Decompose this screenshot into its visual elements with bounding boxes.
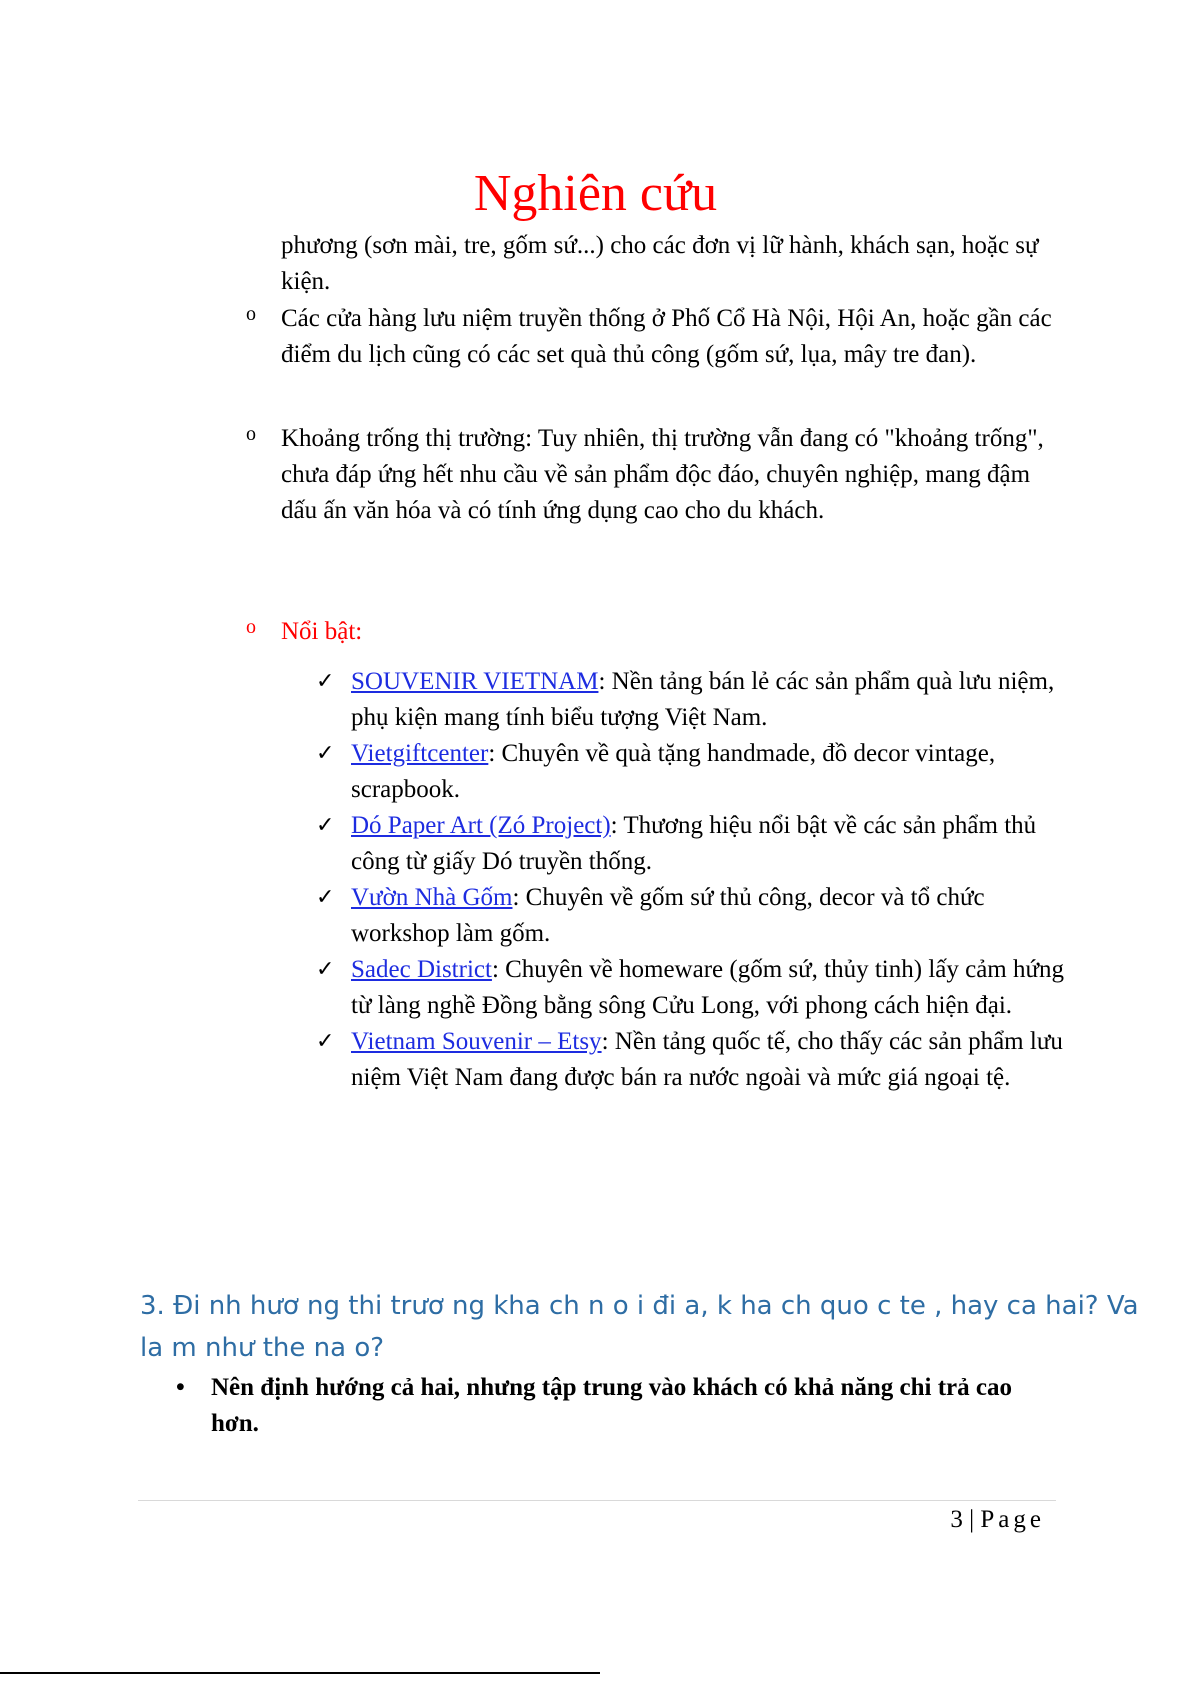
checkmark-icon: ✓ — [316, 885, 335, 910]
next-page-rule — [0, 1672, 600, 1674]
link-vuon-nha-gom[interactable]: Vườn Nhà Gốm — [351, 884, 513, 911]
list-item — [316, 1024, 1076, 1096]
footer-divider — [138, 1500, 1056, 1501]
link-souvenir-vietnam[interactable]: SOUVENIR VIETNAM — [351, 668, 599, 695]
checkmark-icon: ✓ — [316, 1029, 335, 1054]
circle-bullet-icon: o — [246, 303, 256, 325]
circle-bullet-icon: o — [246, 423, 256, 445]
list-item — [316, 880, 1076, 952]
link-do-paper-art[interactable]: Dó Paper Art (Zó Project) — [351, 812, 611, 839]
list-item-desc: : Chuyên về gốm sứ thủ công, decor và tổ chức workshop làm gốm. — [351, 884, 985, 947]
continuation-paragraph: phương (sơn mài, tre, gốm sứ...) cho các đơn vị lữ hành, khách sạn, hoặc sự kiện. — [281, 232, 1039, 295]
list-item-desc: : Thương hiệu nổi bật về các sản phẩm thủ công từ giấy Dó truyền thống. — [351, 812, 1037, 875]
list-item-desc: : Nền tảng bán lẻ các sản phẩm quà lưu niệm, phụ kiện mang tính biểu tượng Việt Nam. — [351, 668, 1055, 731]
page-number: 3 — [950, 1506, 963, 1533]
list-item — [316, 736, 1076, 808]
list-item — [316, 808, 1076, 880]
list-item-desc: : Nền tảng quốc tế, cho thấy các sản phẩm lưu niệm Việt Nam đang được bán ra nước ngoài và mức giá ngoại tệ. — [351, 1028, 1063, 1091]
sub-item-text: Các cửa hàng lưu niệm truyền thống ở Phố Cổ Hà Nội, Hội An, hoặc gần các điểm du lịch cũng có các set quà thủ công (gốm sứ, lụa, mây tre đan). — [281, 305, 1052, 368]
checkmark-icon: ✓ — [316, 741, 335, 766]
checkmark-icon: ✓ — [316, 669, 335, 694]
page-separator: | — [962, 1506, 981, 1533]
page-title: Nghiên cứu — [473, 165, 718, 222]
next-page-edge — [0, 1672, 1191, 1685]
section-heading-3: 3. Đi nh hươ ng thi trươ ng kha ch n o i đi a, k ha ch quo c te , hay ca hai? Va la m như the na o? — [140, 1291, 1139, 1363]
sub-item-text: Khoảng trống thị trường: Tuy nhiên, thị trường vẫn đang có "khoảng trống", chưa đáp ứng hết nhu cầu về sản phẩm độc đáo, chuyên nghiệp, mang đậm dấu ấn văn hóa và có tính ứng dụng cao cho du khách. — [281, 425, 1044, 524]
bold-bullet-item — [176, 1370, 1056, 1442]
checkmark-icon: ✓ — [316, 957, 335, 982]
page-label: Page — [980, 1506, 1045, 1533]
link-vietgiftcenter[interactable]: Vietgiftcenter — [351, 740, 489, 767]
highlights-list — [316, 664, 1076, 1096]
list-item-desc: : Chuyên về quà tặng handmade, đồ decor vintage, scrapbook. — [351, 740, 996, 803]
page-footer — [950, 1502, 1045, 1538]
circle-bullet-icon: o — [246, 616, 256, 638]
list-item — [316, 664, 1076, 736]
bullet-dot-icon: • — [176, 1374, 185, 1401]
list-item — [316, 952, 1076, 1024]
checkmark-icon: ✓ — [316, 813, 335, 838]
link-sadec-district[interactable]: Sadec District — [351, 956, 492, 983]
sub-item-text: Nổi bật: — [281, 618, 363, 645]
bold-bullet-text: Nên định hướng cả hai, nhưng tập trung vào khách có khả năng chi trả cao hơn. — [211, 1374, 1012, 1437]
list-item-desc: : Chuyên về homeware (gốm sứ, thủy tinh) lấy cảm hứng từ làng nghề Đồng bằng sông Cửu Long, với phong cách hiện đại. — [351, 956, 1065, 1019]
link-vietnam-souvenir-etsy[interactable]: Vietnam Souvenir – Etsy — [351, 1028, 602, 1055]
